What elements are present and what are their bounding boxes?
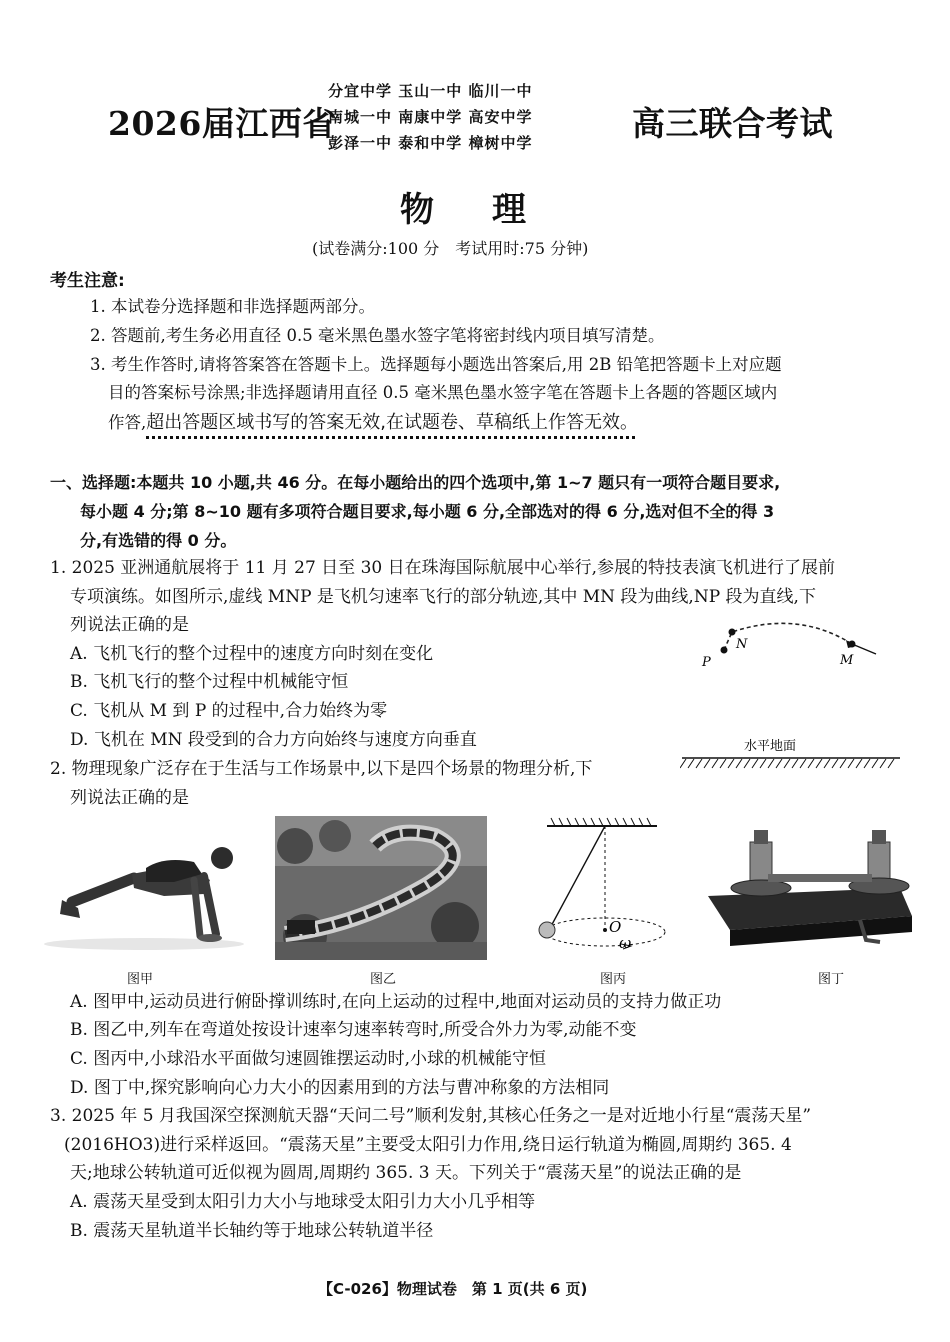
label-omega: ω — [619, 934, 632, 952]
q1-trajectory-figure — [680, 612, 902, 770]
notice-item-2: 2. 答题前,考生务必用直径 0.5 毫米黑色墨水签字笔将密封线内项目填写清楚。 — [90, 326, 665, 345]
notice-title: 考生注意: — [50, 271, 125, 291]
figure-jia-pushup — [34, 816, 254, 960]
q3-option-b: B. 震荡天星轨道半长轴约等于地球公转轨道半径 — [70, 1221, 434, 1241]
q2-option-d: D. 图丁中,探究影响向心力大小的因素用到的方法与曹冲称象的方法相同 — [70, 1078, 610, 1098]
apparatus-svg — [700, 816, 915, 960]
q1-option-b: B. 飞机飞行的整个过程中机械能守恒 — [70, 672, 349, 692]
train-svg — [275, 816, 487, 960]
section1-line-3: 分,有选错的得 0 分。 — [80, 531, 237, 550]
section1-line-1: 一、选择题:本题共 10 小题,共 46 分。在每小题给出的四个选项中,第 1~7 题只有一项符合题目要求, — [50, 473, 781, 492]
figure-yi-train — [275, 816, 487, 960]
page-footer: 【C-026】物理试卷 第 1 页(共 6 页) — [318, 1280, 588, 1298]
school-line-1: 分宜中学 玉山一中 临川一中 — [328, 82, 533, 100]
ground-label: 水平地面 — [744, 739, 797, 754]
figure-bing-pendulum — [525, 816, 690, 960]
q3-line-3: 天;地球公转轨道可近似视为圆周,周期约 365. 3 天。下列关于“震荡天星”的说法正确的是 — [70, 1163, 742, 1183]
q1-option-d: D. 飞机在 MN 段受到的合力方向始终与速度方向垂直 — [70, 730, 477, 750]
pushup-svg — [34, 816, 254, 960]
q1-line-1: 1. 2025 亚洲通航展将于 11 月 27 日至 30 日在珠海国际航展中心举行,参展的特技表演飞机进行了展前 — [50, 558, 836, 578]
notice-item-3-prefix: 作答, — [108, 413, 147, 432]
notice-item-3-end — [108, 408, 638, 437]
header-title-left: 2026届江西省 — [108, 104, 336, 143]
q1-line-3: 列说法正确的是 — [70, 615, 189, 635]
caption-jia: 图甲 — [127, 972, 154, 987]
q1-option-c: C. 飞机从 M 到 P 的过程中,合力始终为零 — [70, 701, 388, 721]
label-n: N — [736, 637, 748, 652]
q1-option-a: A. 飞机飞行的整个过程中的速度方向时刻在变化 — [70, 644, 434, 664]
exam-info: (试卷满分:100 分 考试用时:75 分钟) — [312, 239, 589, 258]
notice-emphasis: 超出答题区域书写的答案无效,在试题卷、草稿纸上作答无效。 — [146, 412, 638, 433]
q2-option-b: B. 图乙中,列车在弯道处按设计速率匀速率转弯时,所受合外力为零,动能不变 — [70, 1020, 637, 1040]
q3-line-2: (2016HO3)进行采样返回。“震荡天星”主要受太阳引力作用,绕日运行轨道为椭圆,周期约 365. 4 — [64, 1135, 792, 1155]
notice-item-3-cont: 目的答案标号涂黑;非选择题请用直径 0.5 毫米黑色墨水签字笔在答题卡上各题的答题区域内 — [108, 383, 778, 402]
q2-option-a: A. 图甲中,运动员进行俯卧撑训练时,在向上运动的过程中,地面对运动员的支持力做正功 — [70, 992, 722, 1012]
header-title-right: 高三联合考试 — [632, 104, 833, 143]
q3-option-a: A. 震荡天星受到太阳引力大小与地球受太阳引力大小几乎相等 — [70, 1192, 536, 1212]
label-m: M — [840, 653, 854, 668]
section1-line-2: 每小题 4 分;第 8~10 题有多项符合题目要求,每小题 6 分,全部选对的得 6 分,选对但不全的得 3 — [80, 502, 775, 521]
caption-ding: 图丁 — [818, 972, 845, 987]
q1-trajectory-svg — [680, 612, 902, 770]
notice-item-3: 3. 考生作答时,请将答案答在答题卡上。选择题每小题选出答案后,用 2B 铅笔把答题卡上对应题 — [90, 355, 782, 374]
q3-line-1: 3. 2025 年 5 月我国深空探测航天器“天问二号”顺利发射,其核心任务之一是对近地小行星“震荡天星” — [50, 1106, 812, 1126]
q2-line-1: 2. 物理现象广泛存在于生活与工作场景中,以下是四个场景的物理分析,下 — [50, 759, 593, 779]
figure-ding-apparatus — [700, 816, 915, 960]
q1-line-2: 专项演练。如图所示,虚线 MNP 是飞机匀速率飞行的部分轨迹,其中 MN 段为曲线,NP 段为直线,下 — [70, 587, 816, 607]
school-line-3: 彭泽一中 泰和中学 樟树中学 — [328, 134, 533, 152]
subject-title: 物理 — [400, 190, 584, 230]
caption-yi: 图乙 — [370, 972, 397, 987]
notice-item-1: 1. 本试卷分选择题和非选择题两部分。 — [90, 297, 375, 316]
q2-option-c: C. 图丙中,小球沿水平面做匀速圆锥摆运动时,小球的机械能守恒 — [70, 1049, 547, 1069]
q2-line-2: 列说法正确的是 — [70, 788, 189, 808]
label-o: O — [609, 918, 622, 936]
school-line-2: 南城一中 南康中学 高安中学 — [328, 108, 533, 126]
caption-bing: 图丙 — [600, 972, 627, 987]
label-p: P — [702, 655, 711, 670]
pendulum-svg — [525, 816, 690, 960]
